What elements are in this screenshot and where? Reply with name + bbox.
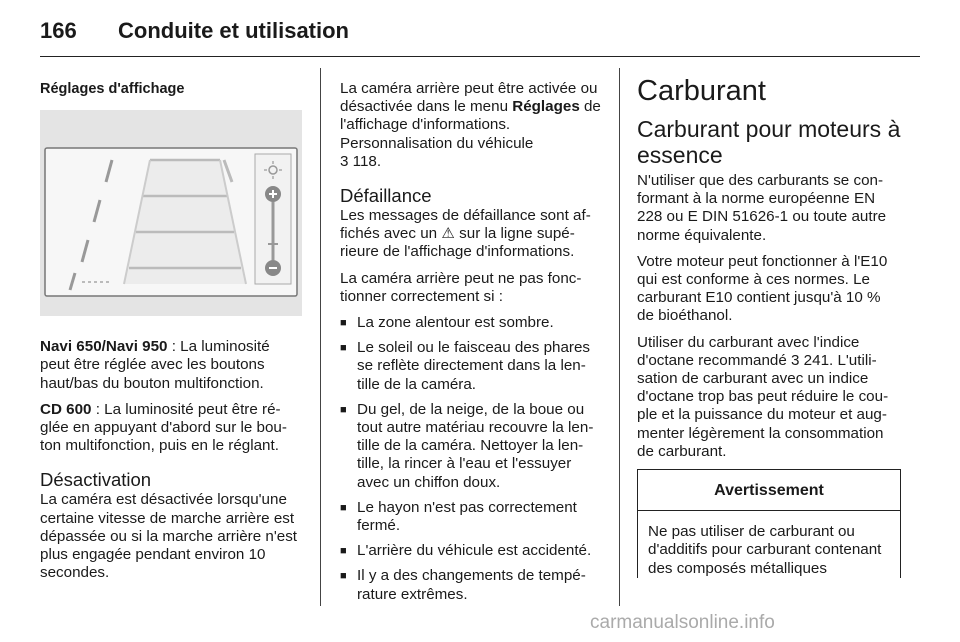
list-item: ■ Il y a des changements de température extrêmes.: [340, 567, 602, 603]
paragraph: Utiliser du carburant avec l'indice d'octane recommandé 3 241. L'utilisation de carburant avec un indice d'octane trop bas peut réduire le couple et la puissance du moteur et augmenter légèrement la consommation de carburant.: [637, 333, 889, 460]
text: La caméra arrière peut être activée ou désactivée dans le menu: [340, 80, 598, 116]
bold-term: CD 600: [40, 400, 92, 418]
warning-box: [637, 469, 901, 578]
section-heading: Désactivation: [40, 469, 152, 491]
list-item: ■ La zone alentour est sombre.: [340, 314, 602, 332]
camera-display-svg: [40, 110, 302, 316]
column-right: [637, 74, 901, 578]
bold-term: Réglages: [512, 98, 580, 116]
text: : La luminosité peut être réglée avec les boutons haut/bas du bouton multifonction.: [40, 338, 270, 392]
column-middle: [340, 80, 602, 611]
column-left: [40, 80, 302, 590]
warning-text: Ne pas utiliser de carburant ou d'additifs pour carburant contenant des composés métalliques: [648, 523, 882, 577]
warning-triangle-icon: ⚠: [441, 225, 455, 243]
section-heading: Carburant pour moteurs à essence: [637, 116, 901, 168]
paragraph: Votre moteur peut fonctionner à l'E10 qui est conforme à ces normes. Le carburant E10 contient jusqu'à 10 % de bioéthanol.: [637, 252, 888, 325]
paragraph: [40, 401, 302, 456]
watermark: carmanualsonline.info: [590, 612, 775, 633]
paragraph: [340, 207, 602, 262]
section-heading: Réglages d'affichage: [40, 81, 185, 97]
list-item: ■ Le hayon n'est pas correctement fermé.: [340, 499, 602, 535]
paragraph: La caméra arrière peut ne pas fonctionner correctement si :: [340, 269, 582, 305]
list-item: ■ Le soleil ou le faisceau des phares se reflète directement dans la lentille de la caméra.: [340, 339, 602, 394]
list-item: ■ L'arrière du véhicule est accidenté.: [340, 542, 602, 560]
list-item: ■ Du gel, de la neige, de la boue ou tout autre matériau recouvre la lentille de la caméra. Nettoyer la lentille, la rincer à l'eau et l'essuyer avec un chiffon doux.: [340, 401, 602, 492]
page-header-title: Conduite et utilisation: [118, 18, 349, 43]
page-header: [40, 18, 349, 44]
text: de l'affichage d'informations. Personnalisation du véhicule: [340, 98, 601, 152]
paragraph: La caméra est désactivée lorsqu'une certaine vitesse de marche arrière est dépassée ou si la marche arrière n'est plus engagée pendant environ 10 secondes.: [40, 491, 298, 582]
section-heading: Défaillance: [340, 185, 432, 207]
header-rule: [40, 56, 920, 57]
chapter-heading: Carburant: [637, 75, 766, 107]
page-reference: 3 118.: [340, 152, 382, 170]
page-number: 166: [40, 18, 77, 43]
bullet-list: [340, 314, 602, 604]
paragraph: N'utiliser que des carburants se conformant à la norme européenne EN 228 ou E DIN 51626-1 ou toute autre norme équivalente.: [637, 172, 887, 244]
warning-title: Avertissement: [638, 470, 900, 511]
camera-display-illustration: [40, 110, 302, 316]
text: sur la ligne supérieure de l'affichage d'informations.: [340, 225, 575, 261]
paragraph: [40, 338, 302, 393]
text: Les messages de défaillance sont affichés avec un: [340, 207, 591, 243]
bold-term: Navi 650/Navi 950: [40, 338, 168, 356]
column-divider: [619, 68, 620, 606]
paragraph: [340, 80, 602, 171]
column-divider: [320, 68, 321, 606]
text: : La luminosité peut être réglée en appuyant d'abord sur le bouton multifonction, puis en le réglant.: [40, 400, 287, 455]
